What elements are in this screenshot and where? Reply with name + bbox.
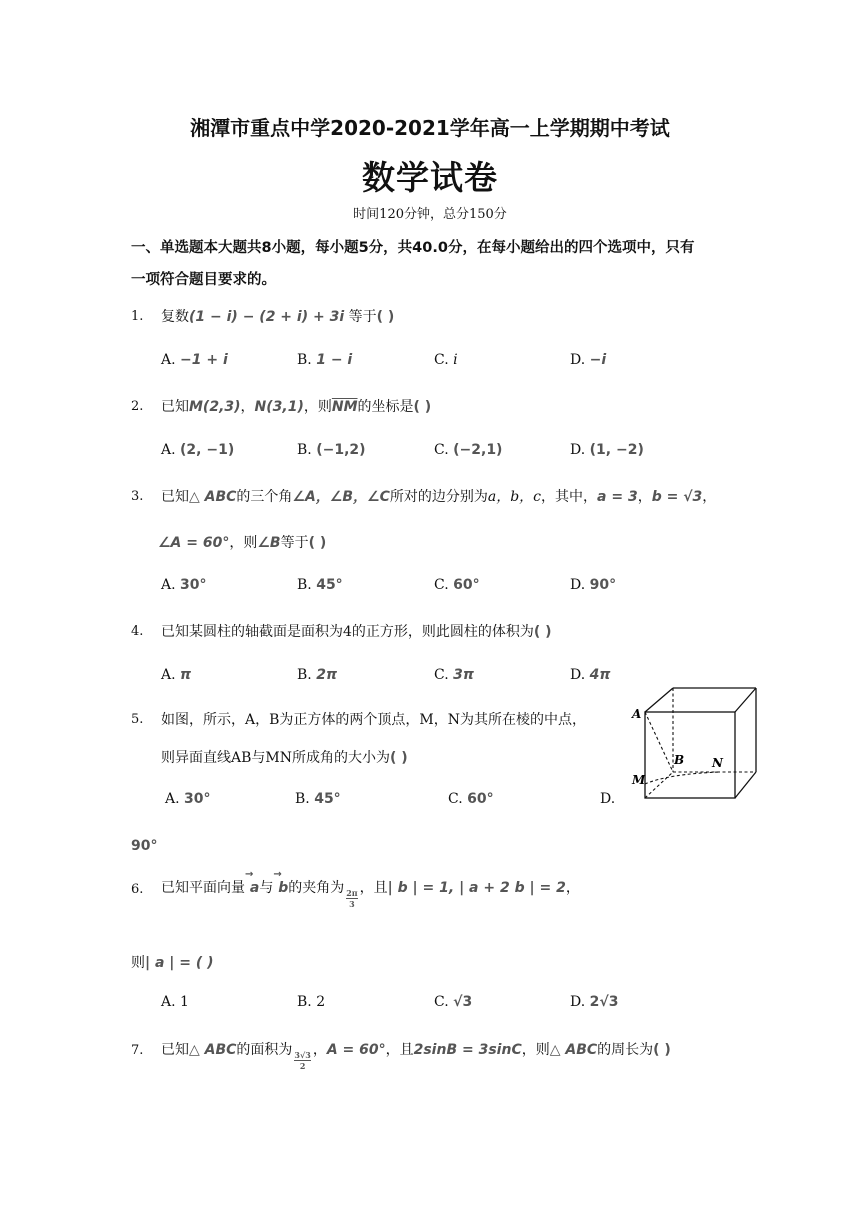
cube-edge xyxy=(645,688,673,712)
question-stem-line2 xyxy=(161,747,408,767)
angle-b: ∠B xyxy=(257,535,281,551)
option-b xyxy=(297,577,343,593)
option-d-value: 90° xyxy=(131,838,158,854)
stem-text: 已知 xyxy=(161,489,189,505)
stem-text: ，且 xyxy=(359,880,388,896)
option-label: A. xyxy=(161,667,176,683)
option-label: D. xyxy=(570,352,586,368)
option-value: 3π xyxy=(453,667,474,683)
question-number: 6. xyxy=(131,882,144,897)
fraction-numerator: 2π xyxy=(346,887,358,898)
stem-text: 则异面直线AB与MN所成角的大小为 xyxy=(161,750,390,766)
option-label: A. xyxy=(161,442,176,458)
stem-text: 的夹角为 xyxy=(288,880,345,896)
option-label: A. xyxy=(165,791,180,807)
option-a xyxy=(161,667,191,683)
option-label: D. xyxy=(570,442,586,458)
stem-text: 则 xyxy=(131,955,145,971)
option-b xyxy=(295,791,341,807)
option-label: B. xyxy=(295,791,310,807)
cube-edge xyxy=(735,688,756,712)
option-d xyxy=(570,442,644,458)
stem-text: ，且 xyxy=(385,1042,414,1058)
cube-figure xyxy=(628,684,768,804)
option-label: A. xyxy=(161,352,176,368)
option-c xyxy=(434,994,472,1010)
stem-text: ， xyxy=(702,489,717,505)
stem-text: 的周长为 xyxy=(597,1042,654,1058)
option-value: (−2,1) xyxy=(453,442,503,458)
option-value: 60° xyxy=(467,791,494,807)
option-d xyxy=(570,577,616,593)
cube-hidden-edge xyxy=(645,772,673,798)
condition: ∠A = 60° xyxy=(158,535,230,551)
option-value: (1, −2) xyxy=(589,442,644,458)
question-number: 4. xyxy=(131,624,144,639)
stem-text: ，则 xyxy=(521,1042,550,1058)
question-number: 7. xyxy=(131,1043,144,1058)
option-value: 1 − i xyxy=(316,352,353,368)
question-number: 3. xyxy=(131,489,144,504)
triangle: △ ABC xyxy=(189,1042,237,1058)
option-value: π xyxy=(180,667,192,683)
option-label: C. xyxy=(434,442,449,458)
fraction-denominator: 3 xyxy=(349,898,355,909)
section-heading-line2: 一项符合题目要求的。 xyxy=(131,272,276,288)
stem-text: 已知 xyxy=(161,399,189,415)
question-stem-line1 xyxy=(161,486,716,506)
fraction-angle xyxy=(346,888,357,909)
question-stem: 已知平面向量 → a与 → b的夹角为 $\frac{2\pi}{3}$ ，且| b | = 1, | a + 2 b | = 2， xyxy=(161,869,580,909)
triangle: △ ABC xyxy=(549,1042,598,1058)
vertex-label-b: B xyxy=(674,753,685,767)
stem-text: 等于 xyxy=(280,535,309,551)
option-value: 2 xyxy=(316,994,326,1010)
stem-text: ，其中， xyxy=(541,489,598,505)
exam-info: 时间120分钟，总分150分 xyxy=(353,207,507,222)
option-b xyxy=(297,352,352,368)
answer-paren: ( ) xyxy=(389,750,408,766)
math-expression: (1 − i) − (2 + i) + 3i xyxy=(189,309,345,325)
option-value: −1 + i xyxy=(180,352,228,368)
option-b xyxy=(297,667,337,683)
stem-text: 复数 xyxy=(161,309,189,325)
option-d xyxy=(570,352,606,368)
stem-text: ，则 xyxy=(303,399,332,415)
option-d xyxy=(570,994,618,1010)
option-a xyxy=(165,791,211,807)
triangle: △ ABC xyxy=(189,489,237,505)
stem-text: 与 xyxy=(259,880,274,896)
option-label: A. xyxy=(161,994,176,1010)
condition: 2sinB = 3sinC xyxy=(413,1042,522,1058)
question-number: 2. xyxy=(131,399,144,414)
vertex-label-n: N xyxy=(712,756,723,770)
option-label: D. xyxy=(570,994,586,1010)
option-c xyxy=(434,577,480,593)
answer-paren: ( ) xyxy=(533,624,552,640)
option-c xyxy=(434,667,474,683)
option-a xyxy=(161,577,207,593)
vertex-label-a: A xyxy=(632,707,642,721)
option-c xyxy=(434,352,458,368)
exam-title: 湘潭市重点中学2020-2021学年高一上学期期中考试 xyxy=(190,116,670,140)
question-stem-line2 xyxy=(131,952,214,972)
option-label: C. xyxy=(448,791,463,807)
condition: A = 60° xyxy=(326,1042,386,1058)
option-label: C. xyxy=(434,352,449,368)
question-stem xyxy=(161,621,552,641)
option-label: B. xyxy=(297,577,312,593)
option-label: D. xyxy=(570,577,586,593)
angles: ∠A，∠B，∠C xyxy=(292,489,390,505)
stem-text: 的坐标是 xyxy=(357,399,414,415)
option-value: −i xyxy=(589,352,607,368)
option-b xyxy=(297,442,366,458)
option-value: 90° xyxy=(589,577,617,593)
option-value: 30° xyxy=(184,791,211,807)
option-b xyxy=(297,994,325,1010)
question-number: 1. xyxy=(131,309,144,324)
option-label: B. xyxy=(297,667,312,683)
option-value: 2π xyxy=(316,667,338,683)
option-a xyxy=(161,352,228,368)
question-stem-line2 xyxy=(158,532,326,552)
answer-paren: ( ) xyxy=(376,309,395,325)
stem-text: ， xyxy=(637,489,652,505)
vector-b: b xyxy=(278,880,289,896)
stem-text: ， xyxy=(240,399,255,415)
stem-text: 等于 xyxy=(348,309,377,325)
option-a xyxy=(161,994,189,1010)
stem-text: 所对的边分别为 xyxy=(389,489,488,505)
stem-text: 已知某圆柱的轴截面是面积为4的正方形，则此圆柱的体积为 xyxy=(161,624,534,640)
option-label: B. xyxy=(297,994,312,1010)
option-c xyxy=(448,791,494,807)
option-value: (−1,2) xyxy=(316,442,366,458)
option-value: 2√3 xyxy=(589,994,619,1010)
fraction-area xyxy=(294,1050,310,1071)
answer-paren: ( ) xyxy=(653,1042,671,1058)
vector-condition: | b | = 1, | a + 2 b | = 2 xyxy=(387,880,566,896)
vector-magnitude: | a | = ( ) xyxy=(145,955,214,971)
segment-mn xyxy=(645,772,720,784)
option-value: √3 xyxy=(453,994,473,1010)
point-m: M(2,3) xyxy=(189,399,241,415)
option-label: B. xyxy=(297,352,312,368)
stem-text: ， xyxy=(565,880,580,896)
section-heading-line1: 一、单选题本大题共8小题，每小题5分，共40.0分，在每小题给出的四个选项中，只有 xyxy=(131,240,695,256)
option-value: 45° xyxy=(316,577,343,593)
point-n: N(3,1) xyxy=(254,399,304,415)
option-label: C. xyxy=(434,667,449,683)
condition: b = √3 xyxy=(651,489,703,505)
option-value: (2, −1) xyxy=(180,442,235,458)
option-value: 30° xyxy=(180,577,207,593)
vertex-label-m: M xyxy=(632,773,646,787)
segment-ab xyxy=(645,712,673,772)
condition: a = 3 xyxy=(597,489,638,505)
option-label: B. xyxy=(297,442,312,458)
vector-nm: $\overline{NM}$ xyxy=(331,399,358,415)
option-c xyxy=(434,442,502,458)
option-label: D. xyxy=(570,667,586,683)
question-stem xyxy=(161,306,394,326)
option-value: 1 xyxy=(180,994,189,1010)
question-number: 5. xyxy=(131,712,144,727)
stem-text: ， xyxy=(312,1042,327,1058)
question-stem xyxy=(161,1039,671,1071)
fraction-numerator: 3√3 xyxy=(294,1049,311,1060)
option-value: 60° xyxy=(453,577,480,593)
cube-edge xyxy=(735,772,756,798)
subject-title: 数学试卷 xyxy=(362,158,498,197)
option-label: A. xyxy=(161,577,176,593)
stem-text: 已知平面向量 xyxy=(161,880,245,896)
stem-text: 已知 xyxy=(161,1042,189,1058)
question-stem-line1: 如图，所示，A，B为正方体的两个顶点，M，N为其所在棱的中点， xyxy=(161,712,586,728)
stem-text: 的面积为 xyxy=(236,1042,293,1058)
vector-a: a xyxy=(249,880,260,896)
sides: a，b，c xyxy=(487,489,542,505)
option-label: C. xyxy=(434,994,449,1010)
option-d xyxy=(570,667,610,683)
stem-text: ，则 xyxy=(229,535,258,551)
answer-paren: ( ) xyxy=(308,535,327,551)
option-value: 45° xyxy=(314,791,341,807)
option-value: 4π xyxy=(589,667,611,683)
option-d: D. xyxy=(600,791,616,807)
stem-text: 的三个角 xyxy=(236,489,293,505)
option-value: i xyxy=(453,352,458,368)
question-stem xyxy=(161,396,431,416)
option-a xyxy=(161,442,234,458)
option-label: C. xyxy=(434,577,449,593)
fraction-denominator: 2 xyxy=(299,1060,306,1071)
answer-paren: ( ) xyxy=(413,399,432,415)
